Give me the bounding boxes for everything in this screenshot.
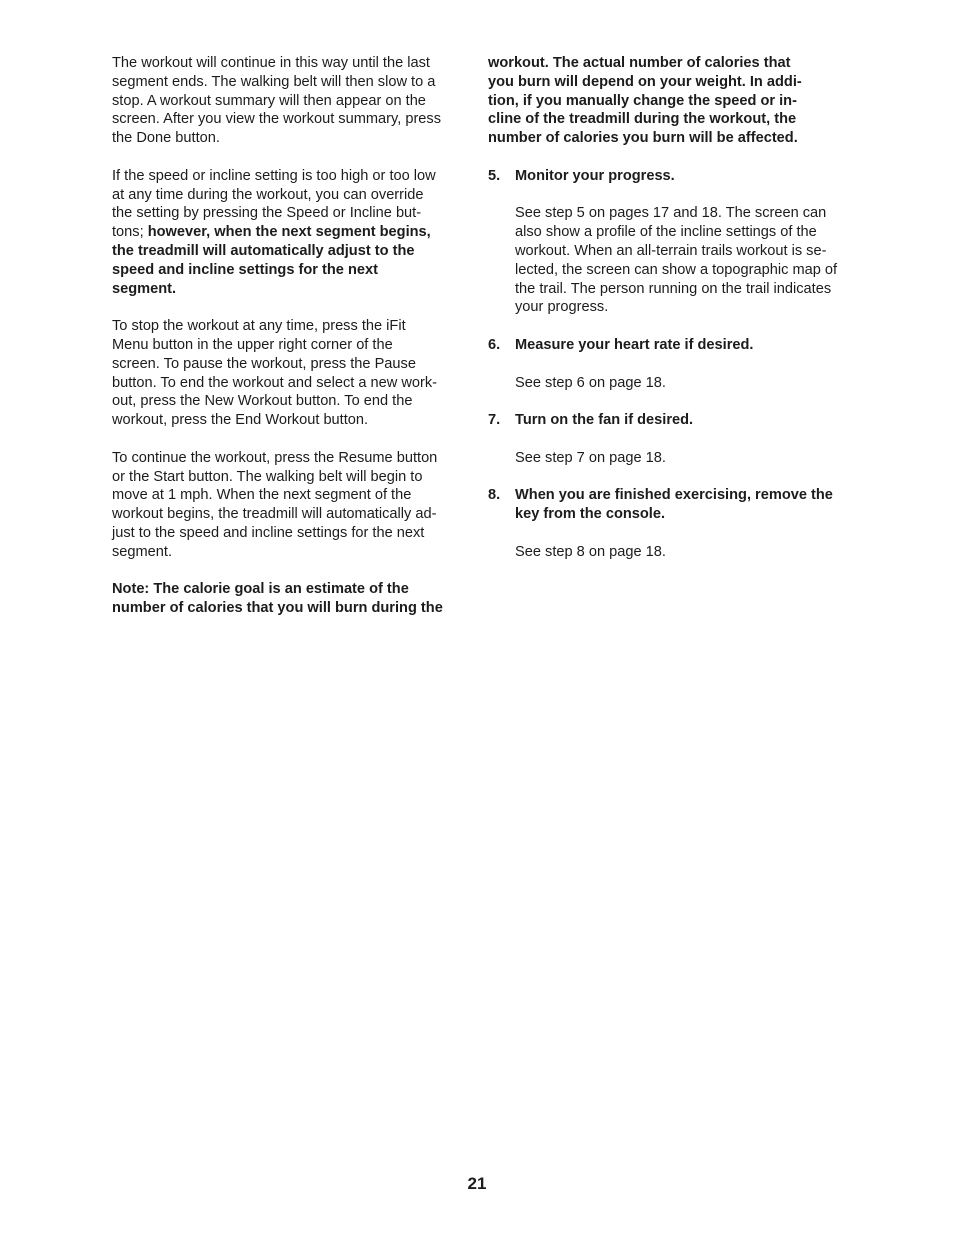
step-number: 5. [488, 167, 501, 184]
paragraph-continue-workout [112, 449, 472, 562]
step-heading [488, 486, 868, 524]
text-line-bold: the treadmill will automatically adjust to the [112, 242, 415, 259]
step-7 [488, 411, 868, 467]
text-line-bold: number of calories you burn will be affected. [488, 130, 798, 147]
step-number: 6. [488, 336, 501, 353]
text-line: See step 5 on pages 17 and 18. The screen can [515, 205, 827, 222]
paragraph-workout-end [112, 54, 472, 148]
text-line: the Done button. [112, 130, 220, 147]
text-line-bold: Monitor your progress. [515, 167, 675, 184]
text-line: also show a profile of the incline settings of the [515, 224, 817, 241]
step-heading [488, 167, 868, 186]
step-body [515, 449, 868, 468]
text-line: See step 7 on page 18. [515, 449, 666, 466]
text-line: just to the speed and incline settings for the next [112, 524, 425, 541]
text-line: segment ends. The walking belt will then slow to a [112, 73, 436, 90]
text-line-bold: When you are finished exercising, remove the [515, 487, 833, 504]
calorie-note-continued [488, 54, 868, 148]
text-line: stop. A workout summary will then appear on the [112, 92, 426, 109]
step-title [515, 336, 868, 355]
text-bold: however, when the next segment begins, [147, 224, 431, 241]
text-line: screen. To pause the workout, press the Pause [112, 355, 416, 372]
text-line: your progress. [515, 299, 609, 316]
text-line: lected, the screen can show a topographic map of [515, 261, 838, 278]
text-normal: tons; [112, 224, 148, 241]
text-line-bold: cline of the treadmill during the workout, the [488, 111, 797, 128]
text-line: To continue the workout, press the Resume button [112, 449, 438, 466]
text-line-bold: tion, if you manually change the speed or in- [488, 92, 797, 109]
text-line: The workout will continue in this way until the last [112, 55, 430, 71]
text-line: See step 8 on page 18. [515, 543, 666, 560]
page-number: 21 [467, 1174, 487, 1193]
step-5 [488, 167, 868, 317]
step-body [515, 204, 868, 317]
text-line: segment. [112, 543, 173, 560]
paragraph-override-settings [112, 167, 472, 299]
text-line: screen. After you view the workout summary, press [112, 111, 442, 128]
text-line-bold: Measure your heart rate if desired. [515, 336, 754, 353]
paragraph-stop-workout [112, 317, 472, 430]
left-column [112, 54, 472, 637]
text-line: move at 1 mph. When the next segment of the [112, 487, 412, 504]
text-line: out, press the New Workout button. To end the [112, 393, 413, 410]
step-number: 8. [488, 487, 501, 504]
text-line: To stop the workout at any time, press the iFit [112, 318, 406, 335]
step-title [515, 486, 868, 524]
text-line: workout begins, the treadmill will automatically ad- [112, 506, 437, 523]
text-line: or the Start button. The walking belt will begin to [112, 468, 423, 485]
step-title [515, 167, 868, 186]
text-line-bold: workout. The actual number of calories that [488, 55, 791, 71]
text-line: workout. When an all-terrain trails workout is se- [515, 242, 827, 259]
text-line: workout, press the End Workout button. [112, 412, 369, 429]
calorie-note [112, 580, 472, 618]
step-body [515, 543, 868, 562]
text-line-bold: number of calories that you will burn during the [112, 600, 443, 617]
text-line-bold: Turn on the fan if desired. [515, 412, 694, 429]
text-line-bold: key from the console. [515, 506, 666, 523]
text-line: See step 6 on page 18. [515, 374, 666, 391]
text-line: If the speed or incline setting is too high or too low [112, 167, 436, 184]
right-column [488, 54, 868, 580]
step-heading [488, 411, 868, 430]
step-number: 7. [488, 412, 501, 429]
text-line: the trail. The person running on the trail indicates [515, 280, 832, 297]
text-line-bold: segment. [112, 280, 177, 297]
text-line: button. To end the workout and select a new work- [112, 374, 438, 391]
step-body [515, 374, 868, 393]
text-line-bold: you burn will depend on your weight. In addi- [488, 73, 802, 90]
step-8 [488, 486, 868, 561]
step-6 [488, 336, 868, 392]
step-title [515, 411, 868, 430]
text-line-bold: speed and incline settings for the next [112, 261, 378, 278]
text-line: at any time during the workout, you can override [112, 186, 424, 203]
text-line: the setting by pressing the Speed or Incline but- [112, 205, 422, 222]
text-line-mixed [112, 223, 472, 242]
text-line: Menu button in the upper right corner of the [112, 336, 393, 353]
text-line-bold: Note: The calorie goal is an estimate of the [112, 581, 409, 598]
step-heading [488, 336, 868, 355]
